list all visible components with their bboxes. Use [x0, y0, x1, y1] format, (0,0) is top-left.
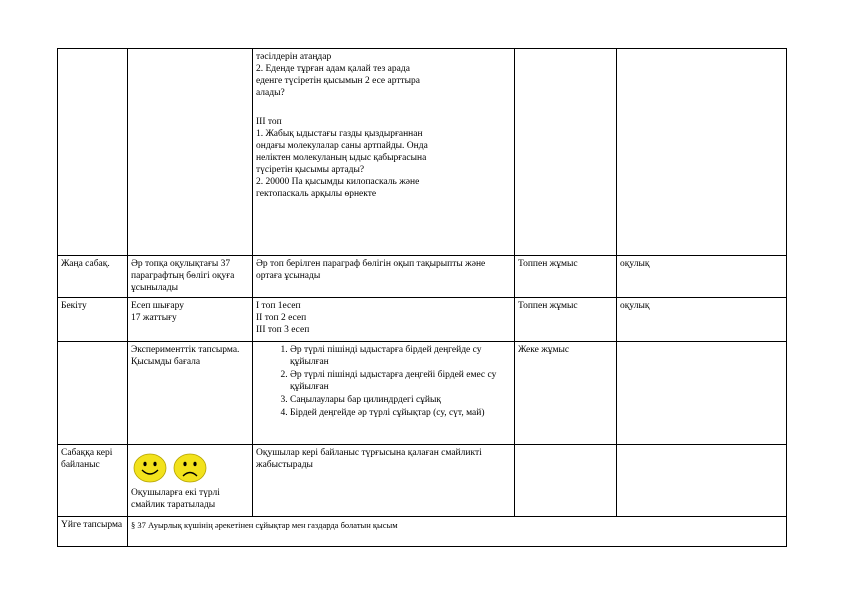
happy-smiley-icon	[133, 453, 167, 483]
table-row	[58, 49, 787, 256]
stage-cell: Үйге тапсырма	[58, 517, 128, 547]
task-line: тәсілдерін атаңдар	[256, 52, 332, 62]
form-cell	[515, 49, 617, 256]
teacher-cell	[128, 445, 253, 517]
list-item: 4. Бірдей деңгейде әр түрлі сұйықтар (су, сүт, май)	[290, 407, 511, 419]
table-row	[58, 342, 787, 445]
resource-cell	[617, 445, 787, 517]
stage-cell: Жаңа сабақ.	[58, 256, 128, 298]
task-line: гектопаскаль арқылы өрнекте	[256, 189, 377, 199]
experiment-list	[256, 344, 511, 419]
list-item: 1. Әр түрлі пішінді ыдыстарға бірдей деңгейде су құйылған	[290, 344, 511, 368]
teacher-cell	[128, 298, 253, 342]
students-cell	[253, 342, 515, 445]
list-item: 3. Саңылаулары бар цилиндрдегі сұйық	[290, 394, 511, 406]
task-line: еденге түсіретін қысымын 2 есе арттыра	[256, 76, 421, 86]
teacher-line: 17 жаттығу	[131, 313, 177, 323]
resource-cell	[617, 49, 787, 256]
form-cell: Топпен жұмыс	[515, 256, 617, 298]
task-line: ондағы молекулалар саны артпайды. Онда	[256, 141, 428, 151]
task-line: 2. Еденде тұрған адам қалай тез арада	[256, 64, 410, 74]
stage-cell	[58, 49, 128, 256]
table-row	[58, 445, 787, 517]
sad-smiley-icon	[173, 453, 207, 483]
students-cell: Әр топ берілген параграф бөлігін оқып тақырыпты және ортаға ұсынады	[253, 256, 515, 298]
list-item: 2. Әр түрлі пішінді ыдыстарға деңгейі бірдей емес су құйылған	[290, 369, 511, 393]
resource-cell	[617, 342, 787, 445]
task-line: 2. 20000 Па қысымды килопаскаль және	[256, 177, 420, 187]
task-line: неліктен молекуланың ыдыс қабырғасына	[256, 153, 427, 163]
teacher-line: Есеп шығару	[131, 301, 184, 311]
smiley-group	[133, 453, 249, 483]
form-cell: Жеке жұмыс	[515, 342, 617, 445]
table-row	[58, 517, 787, 547]
stage-cell: Бекіту	[58, 298, 128, 342]
resource-cell: оқулық	[617, 298, 787, 342]
stage-cell: Сабаққа кері байланыс	[58, 445, 128, 517]
group3-title: ІІІ топ	[256, 117, 282, 127]
lesson-plan-table	[57, 48, 787, 547]
students-cell: Оқушылар кері байланыс түрғысына қалаған смайликті жабыстырады	[253, 445, 515, 517]
homework-cell: § 37 Ауырлық күшінің әрекетінен сұйықтар мен газдарда болатын қысым	[128, 517, 787, 547]
form-cell	[515, 445, 617, 517]
table-row	[58, 256, 787, 298]
table-row	[58, 298, 787, 342]
teacher-cell: Эксперименттік тапсырма. Қысымды бағала	[128, 342, 253, 445]
teacher-cell: Әр топқа оқулықтағы 37 параграфтың бөлігі оқуға ұсынылады	[128, 256, 253, 298]
group-tasks-cell	[253, 49, 515, 256]
resource-cell: оқулық	[617, 256, 787, 298]
task-line: түсіретін қысымы артады?	[256, 165, 365, 175]
task-line: алады?	[256, 88, 285, 98]
form-cell: Топпен жұмыс	[515, 298, 617, 342]
group-line: І топ 1есеп	[256, 301, 301, 311]
students-cell	[253, 298, 515, 342]
task-line: 1. Жабық ыдыстағы газды қыздырғаннан	[256, 129, 423, 139]
teacher-text: Оқушыларға екі түрлі смайлик таратылады	[131, 488, 220, 510]
group-line: ІІІ топ 3 есеп	[256, 325, 310, 335]
stage-cell	[58, 342, 128, 445]
group-line: ІІ топ 2 есеп	[256, 313, 307, 323]
teacher-cell	[128, 49, 253, 256]
